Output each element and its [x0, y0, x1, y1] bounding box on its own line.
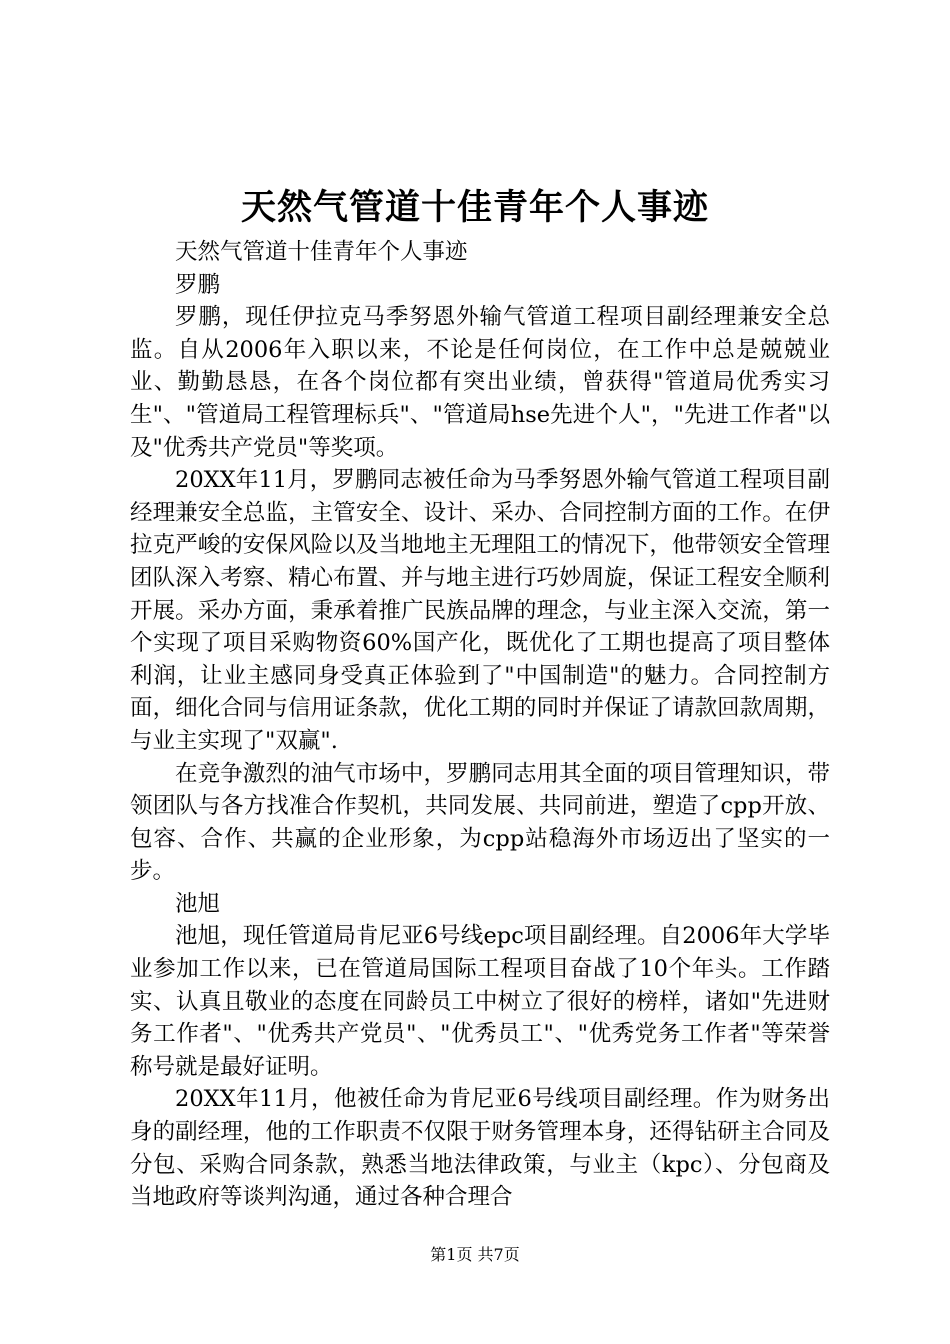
paragraph-luopeng-summary: 在竞争激烈的油气市场中，罗鹏同志用其全面的项目管理知识，带领团队与各方找准合作契机，共同发展、共同前进，塑造了cpp开放、包容、合作、共赢的企业形象，为cpp站稳海外市场迈出了坚实的一步。	[130, 760, 830, 885]
paragraph-luopeng-work: 20XX年11月，罗鹏同志被任命为马季努恩外输气管道工程项目副经理兼安全总监，主管安全、设计、采办、合同控制方面的工作。在伊拉克严峻的安保风险以及当地地主无理阻工的情况下，他带领安全管理团队深入考察、精心布置、并与地主进行巧妙周旋，保证工程安全顺利开展。采办方面，秉承着推广民族品牌的理念，与业主深入交流，第一个实现了项目采购物资60%国产化，既优化了工期也提高了项目整体利润，让业主感同身受真正体验到了"中国制造"的魅力。合同控制方面，细化合同与信用证条款，优化工期的同时并保证了请款回款周期，与业主实现了"双赢".	[130, 467, 830, 754]
paragraph-chixu-work: 20XX年11月，他被任命为肯尼亚6号线项目副经理。作为财务出身的副经理，他的工作职责不仅限于财务管理本身，还得钻研主合同及分包、采购合同条款，熟悉当地法律政策，与业主（kpc）、分包商及当地政府等谈判沟通，通过各种合理合	[130, 1086, 830, 1211]
paragraph-chixu-intro: 池旭，现任管道局肯尼亚6号线epc项目副经理。自2006年大学毕业参加工作以来，已在管道局国际工程项目奋战了10个年头。工作踏实、认真且敬业的态度在同龄员工中树立了很好的榜样，诸如"先进财务工作者"、"优秀共产党员"、"优秀员工"、"优秀党务工作者"等荣誉称号就是最好证明。	[130, 923, 830, 1080]
paragraph-name-chixu: 池旭	[175, 890, 221, 917]
paragraph-name-luopeng: 罗鹏	[175, 271, 221, 298]
document-body	[130, 236, 830, 1214]
page-number-footer: 第1页 共7页	[430, 1245, 520, 1264]
paragraph-luopeng-intro: 罗鹏，现任伊拉克马季努恩外输气管道工程项目副经理兼安全总监。自从2006年入职以来，不论是任何岗位，在工作中总是兢兢业业、勤勤恳恳，在各个岗位都有突出业绩，曾获得"管道局优秀实习生"、"管道局工程管理标兵"、"管道局hse先进个人"，"先进工作者"以及"优秀共产党员"等奖项。	[130, 304, 830, 461]
paragraph-subtitle: 天然气管道十佳青年个人事迹	[175, 239, 468, 265]
document-title: 天然气管道十佳青年个人事迹	[240, 188, 709, 228]
